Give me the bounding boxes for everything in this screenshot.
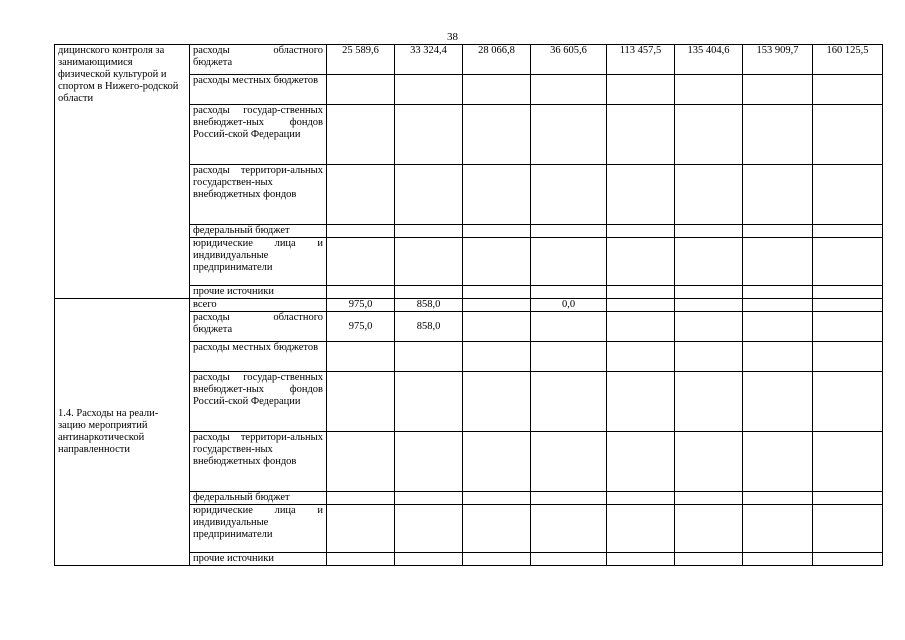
- value-cell: 153 909,7: [743, 45, 813, 75]
- value-cell: [395, 286, 463, 299]
- value-cell: [395, 505, 463, 553]
- value-cell: [531, 372, 607, 432]
- value-cell: [813, 553, 883, 566]
- value-cell: 858,0: [395, 299, 463, 312]
- source-cell: прочие источники: [190, 553, 327, 566]
- value-cell: [395, 238, 463, 286]
- value-cell: [531, 105, 607, 165]
- value-cell: [327, 432, 395, 492]
- value-cell: [327, 75, 395, 105]
- value-cell: [531, 505, 607, 553]
- value-cell: [327, 165, 395, 225]
- value-cell: [743, 553, 813, 566]
- value-cell: [675, 286, 743, 299]
- value-cell: [531, 553, 607, 566]
- measure-cell: 1.4. Расходы на реали-зацию мероприятий антинаркотической направленности: [55, 299, 190, 566]
- value-cell: [813, 105, 883, 165]
- value-cell: [675, 505, 743, 553]
- table-row: [55, 299, 883, 312]
- value-cell: [675, 238, 743, 286]
- source-cell: расходы территори-альных государствен-ных внебюджетных фондов: [190, 165, 327, 225]
- value-cell: [743, 505, 813, 553]
- source-cell: всего: [190, 299, 327, 312]
- value-cell: 160 125,5: [813, 45, 883, 75]
- value-cell: [463, 312, 531, 342]
- value-cell: [607, 492, 675, 505]
- value-cell: [607, 105, 675, 165]
- value-cell: [743, 238, 813, 286]
- value-cell: [395, 165, 463, 225]
- value-cell: [327, 225, 395, 238]
- value-cell: [743, 299, 813, 312]
- value-cell: [463, 286, 531, 299]
- value-cell: [327, 238, 395, 286]
- value-cell: [395, 553, 463, 566]
- value-cell: [463, 165, 531, 225]
- source-cell: прочие источники: [190, 286, 327, 299]
- source-cell: расходы областного бюджета: [190, 45, 327, 75]
- value-cell: [395, 432, 463, 492]
- value-cell: [675, 372, 743, 432]
- value-cell: [395, 492, 463, 505]
- value-cell: [463, 505, 531, 553]
- value-cell: [743, 432, 813, 492]
- value-cell: [607, 286, 675, 299]
- source-cell: федеральный бюджет: [190, 225, 327, 238]
- value-cell: [395, 342, 463, 372]
- value-cell: [327, 372, 395, 432]
- budget-table: [54, 44, 883, 566]
- table-row: [55, 45, 883, 75]
- source-cell: расходы государ-ственных внебюджет-ных фондов Россий-ской Федерации: [190, 372, 327, 432]
- value-cell: [743, 342, 813, 372]
- value-cell: [607, 372, 675, 432]
- value-cell: 0,0: [531, 299, 607, 312]
- source-cell: расходы местных бюджетов: [190, 75, 327, 105]
- value-cell: [743, 312, 813, 342]
- value-cell: [531, 342, 607, 372]
- value-cell: [813, 342, 883, 372]
- value-cell: [675, 312, 743, 342]
- page-number: 38: [447, 31, 458, 43]
- value-cell: [607, 312, 675, 342]
- value-cell: [327, 505, 395, 553]
- value-cell: [327, 492, 395, 505]
- source-cell: расходы территори-альных государствен-ных внебюджетных фондов: [190, 432, 327, 492]
- value-cell: [327, 105, 395, 165]
- value-cell: [743, 372, 813, 432]
- value-cell: [813, 372, 883, 432]
- value-cell: [395, 225, 463, 238]
- value-cell: [463, 432, 531, 492]
- source-cell: расходы государ-ственных внебюджет-ных фондов Россий-ской Федерации: [190, 105, 327, 165]
- source-cell: юридические лица и индивидуальные предприниматели: [190, 238, 327, 286]
- value-cell: [675, 105, 743, 165]
- value-cell: [813, 75, 883, 105]
- value-cell: [463, 225, 531, 238]
- value-cell: [675, 225, 743, 238]
- measure-cell: дицинского контроля за занимающимися физической культурой и спортом в Нижего-родской области: [55, 45, 190, 299]
- value-cell: [395, 75, 463, 105]
- source-cell: федеральный бюджет: [190, 492, 327, 505]
- value-cell: [463, 342, 531, 372]
- value-cell: [813, 225, 883, 238]
- value-cell: [607, 225, 675, 238]
- value-cell: 113 457,5: [607, 45, 675, 75]
- value-cell: 28 066,8: [463, 45, 531, 75]
- value-cell: 33 324,4: [395, 45, 463, 75]
- value-cell: [675, 165, 743, 225]
- source-cell: расходы местных бюджетов: [190, 342, 327, 372]
- value-cell: [813, 312, 883, 342]
- value-cell: [675, 299, 743, 312]
- source-cell: юридические лица и индивидуальные предприниматели: [190, 505, 327, 553]
- value-cell: [607, 342, 675, 372]
- value-cell: [675, 342, 743, 372]
- source-cell: расходы областного бюджета: [190, 312, 327, 342]
- value-cell: 975,0: [327, 299, 395, 312]
- value-cell: [607, 299, 675, 312]
- value-cell: [463, 238, 531, 286]
- value-cell: [813, 299, 883, 312]
- value-cell: [463, 75, 531, 105]
- value-cell: [675, 553, 743, 566]
- value-cell: [743, 492, 813, 505]
- value-cell: [531, 165, 607, 225]
- value-cell: [395, 372, 463, 432]
- value-cell: [813, 238, 883, 286]
- value-cell: [743, 286, 813, 299]
- value-cell: 858,0: [395, 312, 463, 342]
- value-cell: [327, 286, 395, 299]
- value-cell: [813, 165, 883, 225]
- value-cell: [607, 75, 675, 105]
- value-cell: [531, 492, 607, 505]
- value-cell: [327, 553, 395, 566]
- value-cell: [813, 505, 883, 553]
- value-cell: [463, 105, 531, 165]
- value-cell: [675, 75, 743, 105]
- value-cell: [531, 238, 607, 286]
- value-cell: [463, 372, 531, 432]
- value-cell: [607, 432, 675, 492]
- value-cell: 25 589,6: [327, 45, 395, 75]
- value-cell: 36 605,6: [531, 45, 607, 75]
- value-cell: [607, 553, 675, 566]
- value-cell: [531, 75, 607, 105]
- value-cell: [743, 165, 813, 225]
- value-cell: [607, 165, 675, 225]
- value-cell: [531, 432, 607, 492]
- value-cell: [813, 432, 883, 492]
- value-cell: [743, 105, 813, 165]
- value-cell: [675, 432, 743, 492]
- value-cell: [813, 286, 883, 299]
- value-cell: [531, 286, 607, 299]
- value-cell: [395, 105, 463, 165]
- value-cell: [463, 299, 531, 312]
- value-cell: 975,0: [327, 312, 395, 342]
- value-cell: [531, 225, 607, 238]
- value-cell: [813, 492, 883, 505]
- value-cell: [531, 312, 607, 342]
- value-cell: [463, 553, 531, 566]
- value-cell: 135 404,6: [675, 45, 743, 75]
- value-cell: [607, 238, 675, 286]
- value-cell: [327, 342, 395, 372]
- value-cell: [463, 492, 531, 505]
- value-cell: [743, 225, 813, 238]
- value-cell: [743, 75, 813, 105]
- value-cell: [675, 492, 743, 505]
- value-cell: [607, 505, 675, 553]
